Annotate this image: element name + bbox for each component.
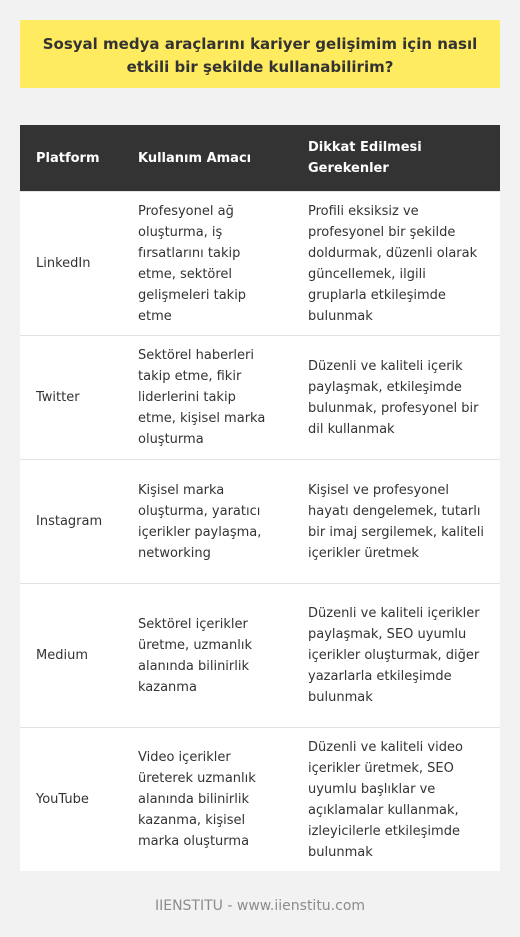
notes-cell: Kişisel ve profesyonel hayatı dengelemek, tutarlı bir imaj sergilemek, kaliteli içerikler üretmek bbox=[292, 460, 500, 584]
purpose-cell: Video içerikler üreterek uzmanlık alanında bilinirlik kazanma, kişisel marka oluşturma bbox=[122, 728, 292, 872]
table-row bbox=[20, 460, 500, 584]
social-media-table bbox=[20, 125, 500, 871]
notes-cell: Düzenli ve kaliteli içerikler paylaşmak, SEO uyumlu içerikler oluşturmak, diğer yazarlarla etkileşimde bulunmak bbox=[292, 584, 500, 728]
table-row bbox=[20, 192, 500, 336]
notes-cell: Profili eksiksiz ve profesyonel bir şekilde doldurmak, düzenli olarak güncellemek, ilgili gruplarla etkileşimde bulunmak bbox=[292, 192, 500, 336]
question-title-banner bbox=[20, 20, 500, 88]
table-row bbox=[20, 584, 500, 728]
table-row bbox=[20, 728, 500, 872]
footer-credit: IIENSTITU - www.iienstitu.com bbox=[154, 898, 366, 914]
notes-cell: Düzenli ve kaliteli video içerikler üretmek, SEO uyumlu başlıklar ve açıklamalar kullanmak, izleyicilerle etkileşimde bulunmak bbox=[292, 728, 500, 872]
column-header-platform: Platform bbox=[20, 125, 122, 192]
table-header-row bbox=[20, 125, 500, 192]
purpose-cell: Sektörel haberleri takip etme, fikir liderlerini takip etme, kişisel marka oluşturma bbox=[122, 336, 292, 460]
platform-cell: Twitter bbox=[20, 336, 122, 460]
platform-cell: YouTube bbox=[20, 728, 122, 872]
platform-cell: Medium bbox=[20, 584, 122, 728]
platform-cell: Instagram bbox=[20, 460, 122, 584]
column-header-purpose: Kullanım Amacı bbox=[122, 125, 292, 192]
column-header-notes: Dikkat Edilmesi Gerekenler bbox=[292, 125, 500, 192]
platform-cell: LinkedIn bbox=[20, 192, 122, 336]
question-title: Sosyal medya araçlarını kariyer gelişimim için nasıl etkili bir şekilde kullanabilirim? bbox=[42, 35, 478, 76]
notes-cell: Düzenli ve kaliteli içerik paylaşmak, etkileşimde bulunmak, profesyonel bir dil kullanmak bbox=[292, 336, 500, 460]
purpose-cell: Sektörel içerikler üretme, uzmanlık alanında bilinirlik kazanma bbox=[122, 584, 292, 728]
table-row bbox=[20, 336, 500, 460]
purpose-cell: Kişisel marka oluşturma, yaratıcı içerikler paylaşma, networking bbox=[122, 460, 292, 584]
purpose-cell: Profesyonel ağ oluşturma, iş fırsatlarını takip etme, sektörel gelişmeleri takip etme bbox=[122, 192, 292, 336]
